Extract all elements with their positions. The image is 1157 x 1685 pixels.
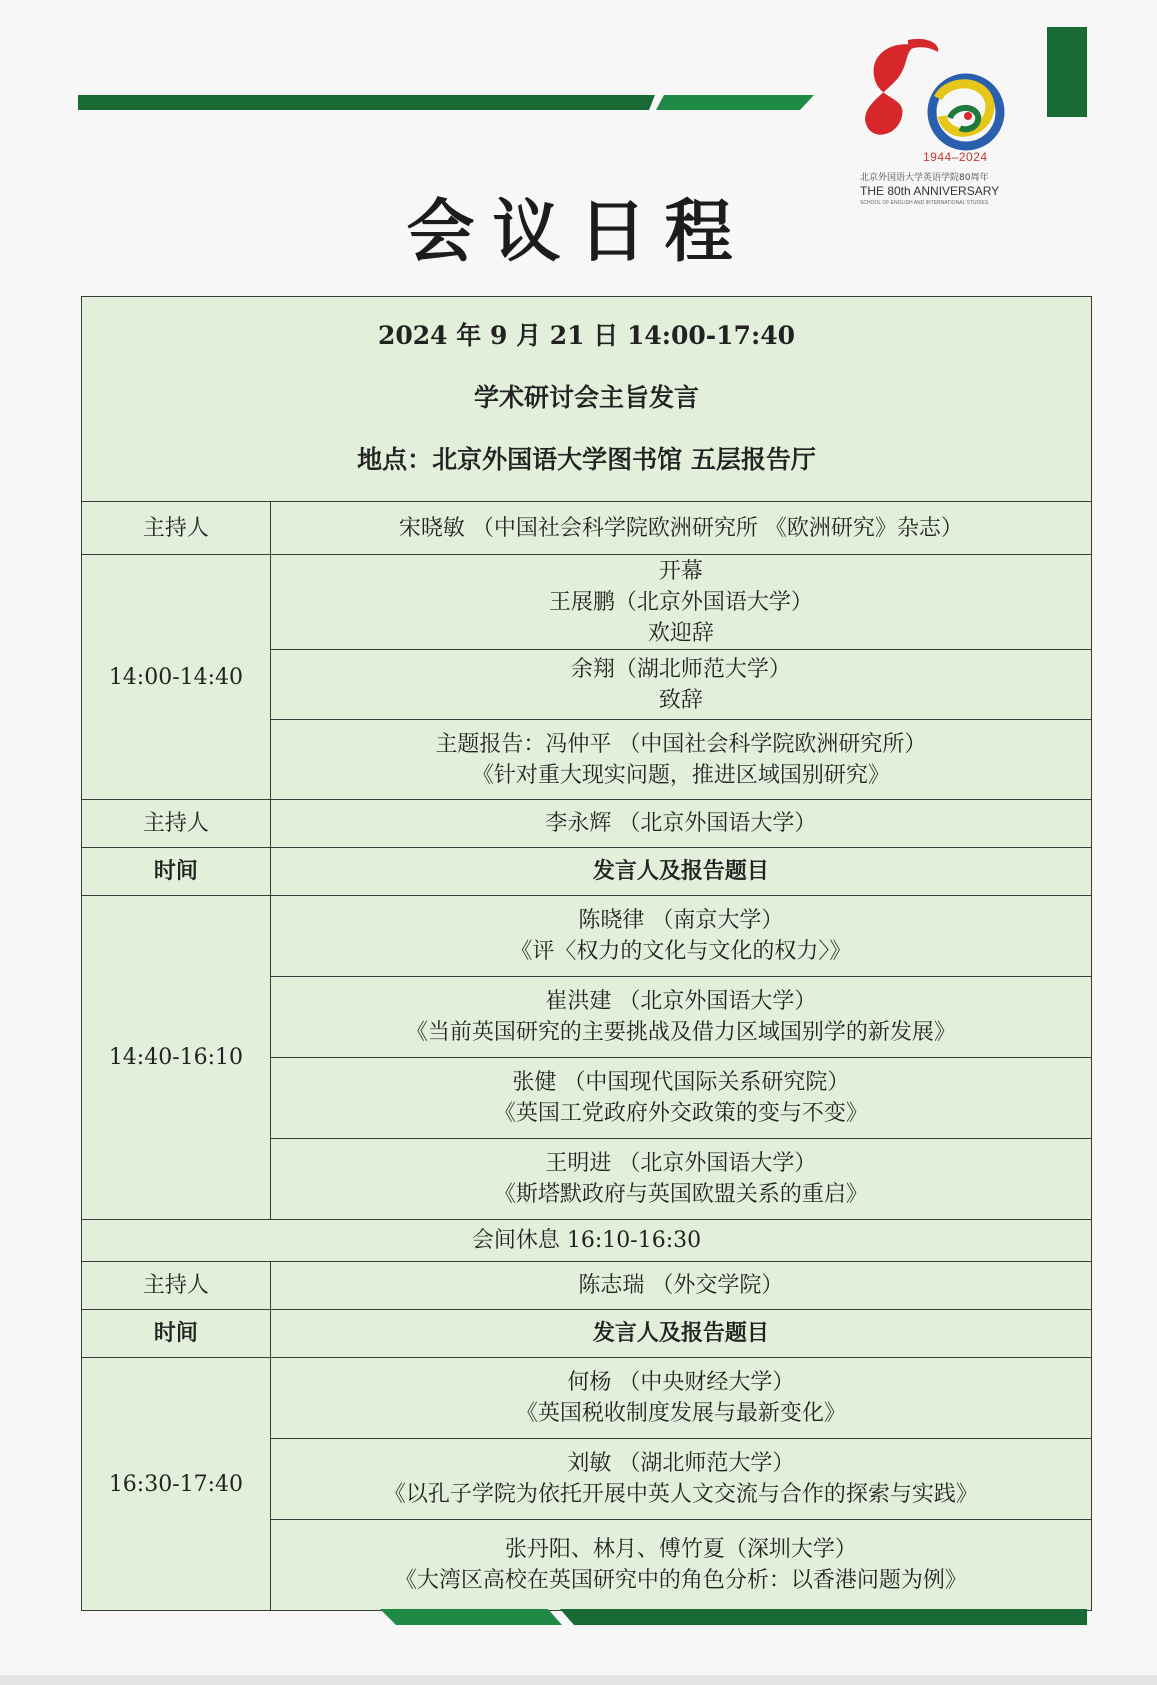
top-right-block [1047,27,1087,117]
time-header: 时间 [82,1310,271,1358]
speaker: 张健 （中国现代国际关系研究院） [512,1070,850,1095]
speaker: 何杨 （中央财经大学） [567,1370,795,1395]
session2-item [270,977,1091,1058]
session1-item-3 [270,720,1091,800]
session2-item [270,1139,1091,1220]
schedule-header [82,297,1092,502]
item-line: 王展鹏（北京外国语大学） [548,589,813,615]
schedule-header-row [82,297,1092,502]
host-label: 主持人 [82,1262,271,1310]
logo-80-mark-icon [858,38,1008,153]
logo-years: 1944–2024 [923,150,988,164]
session1-time: 14:00-14:40 [82,555,271,800]
page-title: 会议日程 [406,192,751,272]
talk-title: 《评〈权力的文化与文化的权力〉》 [510,939,852,964]
host-label: 主持人 [82,502,271,555]
session2-item [270,896,1091,977]
speaker-header: 发言人及报告题目 [270,1310,1091,1358]
bottom-stripe-light [380,1609,562,1625]
logo-caption-cn: 北京外国语大学英语学院80周年 [860,173,989,183]
session3-item [270,1358,1091,1439]
session1-item-1 [270,555,1091,650]
session2-host: 李永辉 （北京外国语大学） [270,800,1091,848]
session1-item-2 [270,650,1091,720]
item-line: 欢迎辞 [647,620,714,646]
speaker: 崔洪建 （北京外国语大学） [545,989,817,1014]
item-line: 主题报告：冯仲平 （中国社会科学院欧洲研究所） [435,731,927,757]
session3-item [270,1439,1091,1520]
session3-host-row [82,1262,1092,1310]
table-row [82,555,1092,650]
talk-title: 《当前英国研究的主要挑战及借力区域国别学的新发展》 [405,1020,956,1045]
speaker-header: 发言人及报告题目 [270,848,1091,896]
session1-host: 宋晓敏 （中国社会科学院欧洲研究所 《欧洲研究》杂志） [270,502,1091,555]
talk-title: 《以孔子学院为依托开展中英人文交流与合作的探索与实践》 [383,1482,978,1507]
session3-host: 陈志瑞 （外交学院） [270,1262,1091,1310]
column-header-row [82,1310,1092,1358]
session3-item [270,1520,1091,1611]
speaker: 刘敏 （湖北师范大学） [567,1451,795,1476]
session2-item [270,1058,1091,1139]
header-session-title: 学术研讨会主旨发言 [473,383,699,412]
talk-title: 《英国税收制度发展与最新变化》 [515,1401,846,1426]
bottom-decorative-stripe [0,1600,1157,1630]
speaker: 陈晓律 （南京大学） [578,908,784,933]
break-row [82,1220,1092,1262]
logo-caption-en-small: SCHOOL OF ENGLISH AND INTERNATIONAL STUDIES [860,200,989,206]
break-text: 会间休息 16:10-16:30 [82,1220,1092,1262]
column-header-row [82,848,1092,896]
bottom-stripe-dark [560,1609,1087,1625]
talk-title: 《大湾区高校在英国研究中的角色分析：以香港问题为例》 [394,1568,967,1593]
item-line: 《针对重大现实问题，推进区域国别研究》 [471,762,890,788]
talk-title: 《斯塔默政府与英国欧盟关系的重启》 [493,1182,868,1207]
logo-caption-en: THE 80th ANNIVERSARY [860,184,1000,198]
table-row [82,896,1092,977]
session3-time: 16:30-17:40 [82,1358,271,1611]
item-line: 开幕 [658,558,703,584]
top-stripe-light [656,95,814,110]
item-line: 致辞 [658,687,703,713]
speaker: 王明进 （北京外国语大学） [545,1151,817,1176]
item-line: 余翔（湖北师范大学） [570,656,791,682]
header-location: 地点：北京外国语大学图书馆 五层报告厅 [357,445,816,474]
host-label: 主持人 [82,800,271,848]
top-stripe-dark [78,95,655,110]
schedule-table [81,296,1092,1611]
speaker: 张丹阳、林月、傅竹夏（深圳大学） [504,1537,857,1562]
talk-title: 《英国工党政府外交政策的变与不变》 [493,1101,868,1126]
header-date-time: 2024 年 9 月 21 日 14:00-17:40 [378,321,795,350]
session1-host-row [82,502,1092,555]
time-header: 时间 [82,848,271,896]
session2-host-row [82,800,1092,848]
session2-time: 14:40-16:10 [82,896,271,1220]
table-row [82,1358,1092,1439]
